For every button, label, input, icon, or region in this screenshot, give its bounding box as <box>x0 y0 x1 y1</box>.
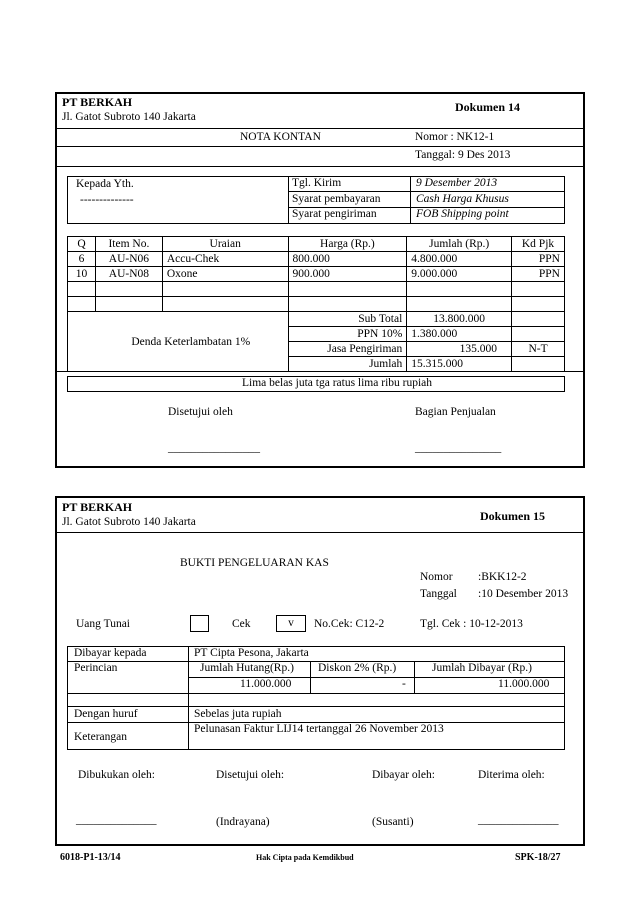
col-uraian: Uraian <box>162 237 288 252</box>
payer-name: (Susanti) <box>372 816 414 828</box>
jumlah-label: Jumlah <box>288 357 407 372</box>
col-harga: Harga (Rp.) <box>288 237 407 252</box>
nomor-label: Nomor <box>420 571 453 583</box>
terbilang-text: Lima belas juta tga ratus lima ribu rupiah <box>242 377 433 389</box>
recipient-label: Kepada Yth. <box>76 178 134 190</box>
cell-harga: 900.000 <box>288 267 407 282</box>
tanggal-label: Tanggal <box>420 588 457 600</box>
cek-checkbox[interactable] <box>276 615 306 632</box>
company-name: PT BERKAH <box>62 500 133 514</box>
document-title: BUKTI PENGELUARAN KAS <box>180 557 329 569</box>
divider <box>67 693 565 694</box>
dibayar-kepada-label: Dibayar kepada <box>74 647 147 659</box>
footer-code: 6018-P1-13/14 <box>60 852 121 863</box>
nomor: Nomor : NK12-1 <box>415 131 495 143</box>
no-cek: No.Cek: C12-2 <box>314 618 385 630</box>
signature-line: ______________ <box>478 814 559 826</box>
cell-jumlah: 4.800.000 <box>407 252 512 267</box>
col-diskon: Diskon 2% (Rp.) <box>318 662 397 674</box>
tanggal-value: :10 Desember 2013 <box>478 588 569 600</box>
disetujui-label: Disetujui oleh: <box>216 769 285 781</box>
divider <box>410 176 411 224</box>
tanggal: Tanggal: 9 Des 2013 <box>415 149 511 161</box>
cell-kd: PPN <box>512 267 565 282</box>
ppn-label: PPN 10% <box>288 327 407 342</box>
subtotal-value: 13.800.000 <box>407 312 512 327</box>
cell-q: 10 <box>68 267 96 282</box>
table-row <box>68 252 565 267</box>
approved-by-label: Disetujui oleh <box>168 406 233 418</box>
document-title: NOTA KONTAN <box>240 131 321 143</box>
nomor-value: :BKK12-2 <box>478 571 527 583</box>
ppn-value: 1.380.000 <box>407 327 512 342</box>
items-table <box>67 236 565 372</box>
table-row <box>68 267 565 282</box>
jasa-kd: N-T <box>512 342 565 357</box>
table-row <box>68 282 565 297</box>
uang-tunai-label: Uang Tunai <box>76 618 130 630</box>
header-divider <box>57 532 583 533</box>
perincian-label: Perincian <box>74 662 118 674</box>
divider <box>57 146 583 147</box>
check-mark-icon: v <box>288 617 294 629</box>
tgl-cek: Tgl. Cek : 10-12-2013 <box>420 618 523 630</box>
hutang-value: 11.000.000 <box>240 678 292 690</box>
tgl-kirim-value: 9 Desember 2013 <box>416 177 498 189</box>
dibayar-oleh-label: Dibayar oleh: <box>372 769 435 781</box>
dibayar-kepada-value: PT Cipta Pesona, Jakarta <box>194 647 309 659</box>
syarat-pengiriman-label: Syarat pengiriman <box>292 208 377 220</box>
divider <box>310 661 311 693</box>
subtotal-row <box>68 312 565 327</box>
divider <box>288 176 289 224</box>
table-row <box>68 297 565 312</box>
dengan-huruf-label: Dengan huruf <box>74 708 138 720</box>
document-label: Dokumen 15 <box>480 509 546 523</box>
divider <box>67 706 565 707</box>
header-divider <box>57 128 583 129</box>
keterangan-value: Pelunasan Faktur LIJ14 tertanggal 26 November 2013 <box>194 723 444 735</box>
company-address: Jl. Gatot Subroto 140 Jakarta <box>62 516 196 528</box>
jasa-label: Jasa Pengiriman <box>288 342 407 357</box>
keterangan-label: Keterangan <box>74 731 127 743</box>
cek-label: Cek <box>232 618 251 630</box>
cell-item: AU-N08 <box>95 267 162 282</box>
cell-item: AU-N06 <box>95 252 162 267</box>
syarat-pembayaran-value: Cash Harga Khusus <box>416 193 509 205</box>
divider <box>57 371 583 372</box>
recipient-value: -------------- <box>80 194 134 206</box>
tgl-kirim-label: Tgl. Kirim <box>292 177 342 189</box>
divider <box>57 166 583 167</box>
sales-dept-label: Bagian Penjualan <box>415 406 496 418</box>
cell-kd: PPN <box>512 252 565 267</box>
cell-q: 6 <box>68 252 96 267</box>
company-address: Jl. Gatot Subroto 140 Jakarta <box>62 111 196 123</box>
jasa-value: 135.000 <box>407 342 512 357</box>
col-item: Item No. <box>95 237 162 252</box>
uang-tunai-checkbox[interactable] <box>190 615 209 632</box>
dibukukan-label: Dibukukan oleh: <box>78 769 155 781</box>
dibayar-value: 11.000.000 <box>498 678 550 690</box>
footer-page: SPK-18/27 <box>515 852 561 863</box>
syarat-pengiriman-value: FOB Shipping point <box>416 208 509 220</box>
divider <box>414 661 415 693</box>
col-dibayar: Jumlah Dibayar (Rp.) <box>432 662 532 674</box>
footer-copyright: Hak Cipta pada Kemdikbud <box>256 853 354 862</box>
approver-name: (Indrayana) <box>216 816 270 828</box>
cell-jumlah: 9.000.000 <box>407 267 512 282</box>
col-hutang: Jumlah Hutang(Rp.) <box>200 662 294 674</box>
syarat-pembayaran-label: Syarat pembayaran <box>292 193 381 205</box>
signature-line: ______________ <box>76 814 157 826</box>
document-label: Dokumen 14 <box>455 100 521 114</box>
divider <box>288 191 565 192</box>
cell-uraian: Accu-Chek <box>162 252 288 267</box>
signature-line: ________________ <box>168 442 260 454</box>
jumlah-value: 15.315.000 <box>407 357 512 372</box>
diterima-label: Diterima oleh: <box>478 769 545 781</box>
cell-uraian: Oxone <box>162 267 288 282</box>
signature-line: _______________ <box>415 442 502 454</box>
col-jumlah: Jumlah (Rp.) <box>407 237 512 252</box>
table-header <box>68 237 565 252</box>
col-q: Q <box>68 237 96 252</box>
denda-cell <box>68 312 289 372</box>
cell-harga: 800.000 <box>288 252 407 267</box>
subtotal-label: Sub Total <box>288 312 407 327</box>
denda-label: Denda Keterlambatan 1% <box>131 335 251 348</box>
company-name: PT BERKAH <box>62 95 133 109</box>
diskon-value: - <box>402 678 406 690</box>
col-kd: Kd Pjk <box>512 237 565 252</box>
dengan-huruf-value: Sebelas juta rupiah <box>194 708 282 720</box>
